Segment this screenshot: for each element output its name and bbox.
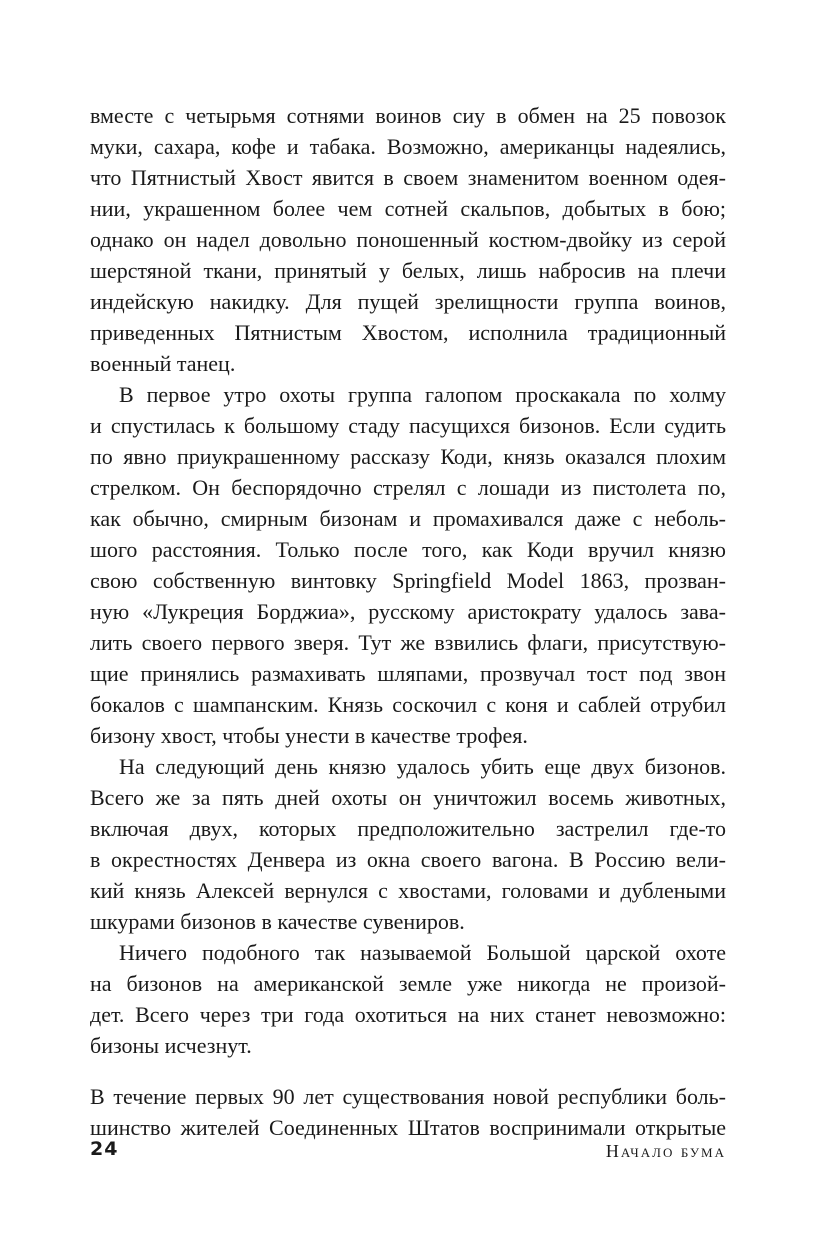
text-line: приведенных Пятнистым Хвостом, исполнила традиционный (90, 320, 726, 345)
text-line: шерстяной ткани, принятый у белых, лишь набросив на плечи (90, 258, 726, 283)
text-line: на бизонов на американской земле уже никогда не произой- (90, 971, 726, 996)
text-line: лить своего первого зверя. Тут же взвились флаги, присутствую- (90, 630, 726, 655)
text-line: в окрестностях Денвера из окна своего вагона. В Россию вели- (90, 847, 726, 872)
running-head: Начало бума (605, 1141, 726, 1161)
text-line: по явно приукрашенному рассказу Коди, князь оказался плохим (90, 444, 726, 469)
text-line: Всего же за пять дней охоты он уничтожил восемь животных, (90, 785, 726, 810)
text-line: однако он надел довольно поношенный костюм-двойку из серой (90, 227, 726, 252)
text-line: вместе с четырьмя сотнями воинов сиу в обмен на 25 повозок (90, 103, 726, 128)
text-line: бизоны исчезнут. (90, 1033, 252, 1058)
text-line: кий князь Алексей вернулся с хвостами, головами и дублеными (90, 878, 726, 903)
text-line: На следующий день князю удалось убить еще двух бизонов. (119, 754, 726, 779)
text-line: как обычно, смирным бизонам и промахивался даже с неболь- (90, 506, 726, 531)
text-line: военный танец. (90, 351, 236, 376)
text-line: индейскую накидку. Для пущей зрелищности группа воинов, (90, 289, 726, 314)
text-line: бокалов с шампанским. Князь соскочил с коня и саблей отрубил (90, 692, 726, 717)
text-line: нии, украшенном более чем сотней скальпов, добытых в бою; (90, 196, 726, 221)
text-line: включая двух, которых предположительно застрелил где-то (90, 816, 726, 841)
text-line: Ничего подобного так называемой Большой царской охоте (119, 940, 726, 965)
text-line: щие принялись размахивать шляпами, прозвучал тост под звон (90, 661, 726, 686)
text-line: шкурами бизонов в качестве сувениров. (90, 909, 465, 934)
text-line: что Пятнистый Хвост явится в своем знаменитом военном одея- (90, 165, 726, 190)
text-line: бизону хвост, чтобы унести в качестве трофея. (90, 723, 528, 748)
text-line: дет. Всего через три года охотиться на них станет невозможно: (90, 1002, 726, 1027)
text-line: стрелком. Он беспорядочно стрелял с лошади из пистолета по, (90, 475, 726, 500)
text-line: и спустилась к большому стаду пасущихся бизонов. Если судить (90, 413, 726, 438)
text-line: шого расстояния. Только после того, как Коди вручил князю (90, 537, 726, 562)
text-line: В течение первых 90 лет существования новой республики боль- (90, 1084, 726, 1109)
text-line: В первое утро охоты группа галопом проскакала по холму (119, 382, 726, 407)
text-line: ную «Лукреция Борджиа», русскому аристократу удалось зава- (90, 599, 726, 624)
text-line: муки, сахара, кофе и табака. Возможно, американцы надеялись, (90, 134, 726, 159)
text-line: свою собственную винтовку Springfield Model 1863, прозван- (90, 568, 726, 593)
text-line: шинство жителей Соединенных Штатов воспринимали открытые (90, 1115, 726, 1140)
page-number: 24 (90, 1138, 119, 1160)
